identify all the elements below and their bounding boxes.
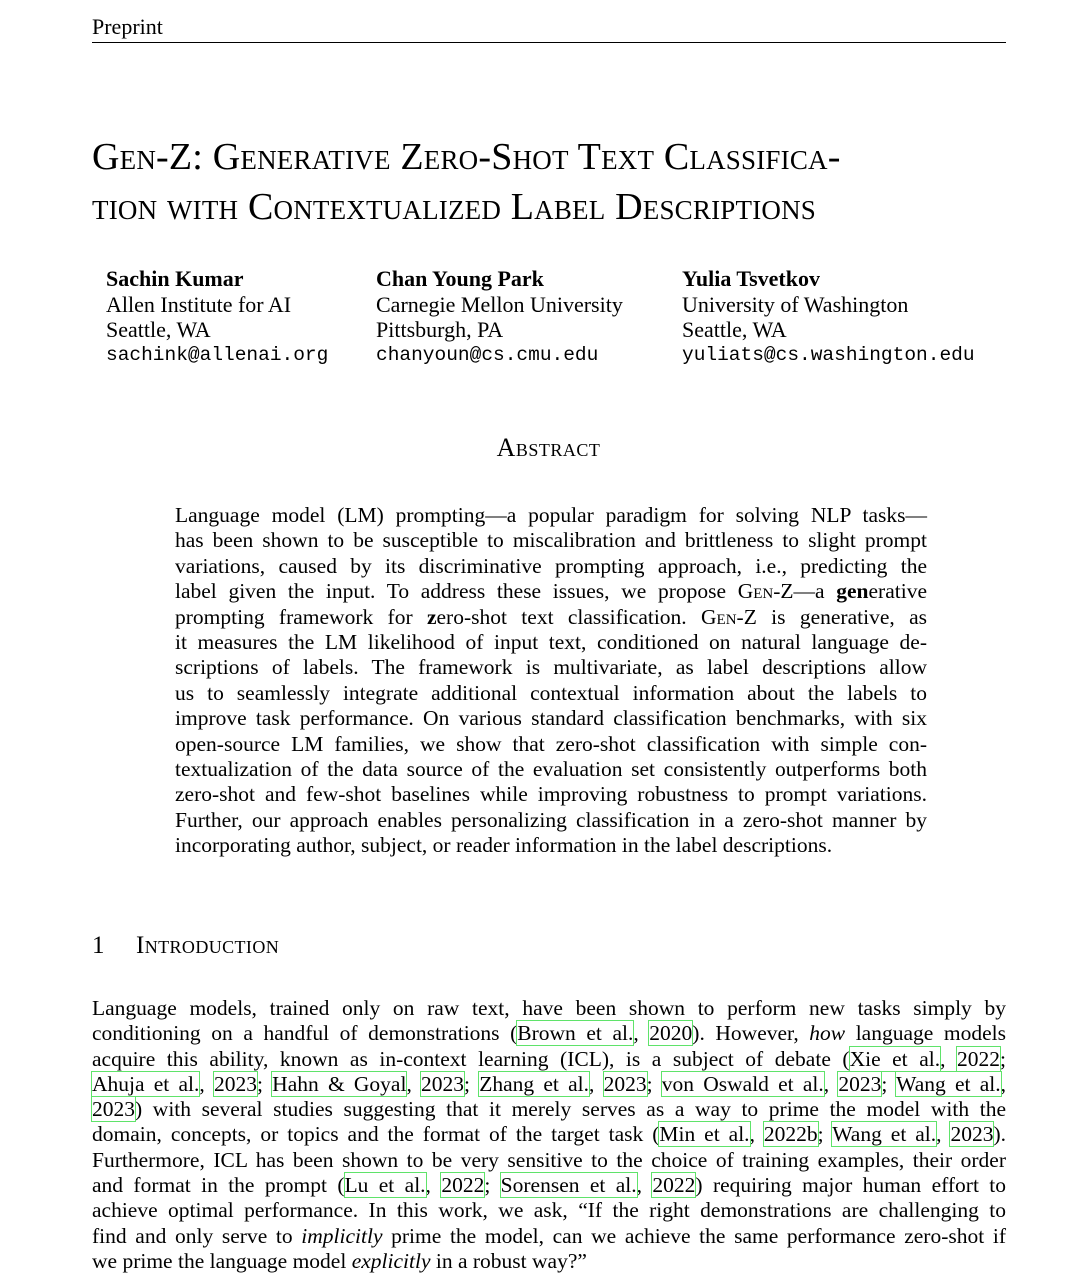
- method-name: Gen-Z: [701, 604, 757, 629]
- author-block: [106, 266, 328, 368]
- citation-link[interactable]: Sorensen et al.: [500, 1173, 637, 1198]
- author-email: chanyoun@cs.cmu.edu: [376, 343, 599, 366]
- citation-link[interactable]: Min et al.: [659, 1122, 750, 1147]
- text-line: Furthermore, ICL has been shown to be very sensitive to the choice of training examples, their order: [92, 1147, 1006, 1172]
- text-line: acquire this ability, known as in-context learning (ICL), is a subject of debate (Xie et al., 2022;: [92, 1046, 1006, 1071]
- citation-link[interactable]: Zhang et al.: [479, 1071, 589, 1096]
- method-name: Gen-Z: [737, 579, 794, 604]
- author-name: Yulia Tsvetkov: [682, 266, 820, 291]
- text-line: improve task performance. On various standard classification benchmarks, with six: [175, 706, 927, 731]
- text-line: prompting framework for zero-shot text classification. Gen-Z is generative, as: [175, 604, 927, 629]
- citation-link[interactable]: Hahn & Goyal: [272, 1071, 407, 1096]
- citation-link[interactable]: Xie et al.: [849, 1046, 941, 1071]
- text-line: us to seamlessly integrate additional contextual information about the labels to: [175, 680, 927, 705]
- citation-link[interactable]: 2023: [92, 1097, 135, 1122]
- preprint-label: Preprint: [92, 14, 163, 39]
- text-line: 2023) with several studies suggesting that it merely serves as a way to prime the model with the: [92, 1097, 1006, 1122]
- citation-link[interactable]: 2022: [441, 1173, 485, 1198]
- author-location: Seattle, WA: [106, 317, 211, 342]
- abstract-heading: Abstract: [496, 433, 601, 462]
- title-line-1: Gen-Z: Generative Zero-Shot Text Classifica-: [92, 136, 841, 178]
- author-location: Seattle, WA: [682, 317, 787, 342]
- text-line: find and only serve to implicitly prime the model, can we achieve the same performance zero-shot if: [92, 1223, 1006, 1248]
- emphasis: how: [809, 1021, 846, 1046]
- header-rule: [92, 42, 1006, 43]
- text-line: label given the input. To address these issues, we propose Gen-Z—a generative: [175, 579, 928, 604]
- text-line: textualization of the data source of the evaluation set consistently outperforms both: [175, 757, 927, 782]
- citation-link[interactable]: 2023: [838, 1071, 882, 1096]
- author-affiliation: Carnegie Mellon University: [376, 291, 623, 317]
- text-line: we prime the language model explicitly in a robust way?”: [92, 1248, 587, 1273]
- paper-title: [92, 132, 1022, 232]
- citation-link[interactable]: 2023: [950, 1122, 994, 1147]
- text-line: and format in the prompt (Lu et al., 2022; Sorensen et al., 2022) requiring major human effort to: [92, 1173, 1007, 1198]
- author-affiliation: University of Washington: [682, 291, 909, 317]
- section-heading-introduction: [92, 930, 279, 962]
- text-line: Ahuja et al., 2023; Hahn & Goyal, 2023; Zhang et al., 2023; von Oswald et al., 2023; Wang et al.,: [92, 1071, 1006, 1096]
- author-email: sachink@allenai.org: [106, 343, 329, 366]
- text-line: Language model (LM) prompting—a popular paradigm for solving NLP tasks—: [175, 503, 927, 527]
- citation-link[interactable]: 2023: [603, 1071, 647, 1096]
- author-name: Sachin Kumar: [106, 266, 244, 291]
- text-line: it measures the LM likelihood of input text, conditioned on natural language de-: [175, 630, 927, 655]
- citation-link[interactable]: von Oswald et al.: [661, 1071, 824, 1096]
- text-line: has been shown to be susceptible to miscalibration and brittleness to slight prompt: [175, 528, 927, 553]
- text-line: conditioning on a handful of demonstrations (Brown et al., 2020). However, how language models: [92, 1021, 1006, 1046]
- citation-link[interactable]: 2022: [652, 1173, 696, 1198]
- citation-link[interactable]: Brown et al.: [517, 1021, 634, 1046]
- text-line: domain, concepts, or topics and the format of the target task (Min et al., 2022b; Wang et al., 2023).: [92, 1122, 1007, 1147]
- text-line: Language models, trained only on raw text, have been shown to perform new tasks simply by: [92, 996, 1006, 1020]
- text-line: zero-shot and few-shot baselines while improving robustness to prompt variations.: [175, 782, 927, 807]
- citation-link[interactable]: 2022b: [763, 1122, 818, 1147]
- author-name: Chan Young Park: [376, 266, 544, 291]
- citation-link[interactable]: Ahuja et al.: [92, 1071, 200, 1096]
- citation-link[interactable]: Lu et al.: [344, 1173, 426, 1198]
- citation-link[interactable]: 2023: [213, 1071, 257, 1096]
- text-line: scriptions of labels. The framework is multivariate, as label descriptions allow: [175, 655, 927, 680]
- emphasis: explicitly: [351, 1248, 431, 1273]
- citation-link[interactable]: 2020: [649, 1021, 693, 1046]
- author-email: yuliats@cs.washington.edu: [682, 343, 975, 366]
- text-line: variations, caused by its discriminative prompting approach, i.e., predicting the: [175, 553, 927, 578]
- text-line: open-source LM families, we show that zero-shot classification with simple con-: [175, 731, 927, 756]
- abstract-body: [175, 503, 927, 859]
- section-number: 1: [92, 932, 105, 959]
- emphasis: implicitly: [301, 1223, 383, 1248]
- introduction-body: [92, 996, 1006, 1274]
- citation-link[interactable]: Wang et al.: [896, 1071, 1001, 1096]
- author-block: [682, 266, 975, 368]
- text-line: incorporating author, subject, or reader information in the label descriptions.: [175, 833, 833, 858]
- citation-link[interactable]: 2022: [957, 1046, 1001, 1071]
- title-line-2: tion with Contextualized Label Descriptions: [92, 186, 817, 228]
- citation-link[interactable]: 2023: [421, 1071, 465, 1096]
- author-affiliation: Allen Institute for AI: [106, 291, 292, 317]
- author-block: [376, 266, 623, 368]
- section-title: Introduction: [136, 932, 280, 959]
- text-line: Further, our approach enables personalizing classification in a zero-shot manner by: [175, 807, 927, 832]
- author-location: Pittsburgh, PA: [376, 317, 504, 342]
- text-line: achieve optimal performance. In this work, we ask, “If the right demonstrations are challenging to: [92, 1198, 1006, 1223]
- citation-link[interactable]: Wang et al.: [832, 1122, 937, 1147]
